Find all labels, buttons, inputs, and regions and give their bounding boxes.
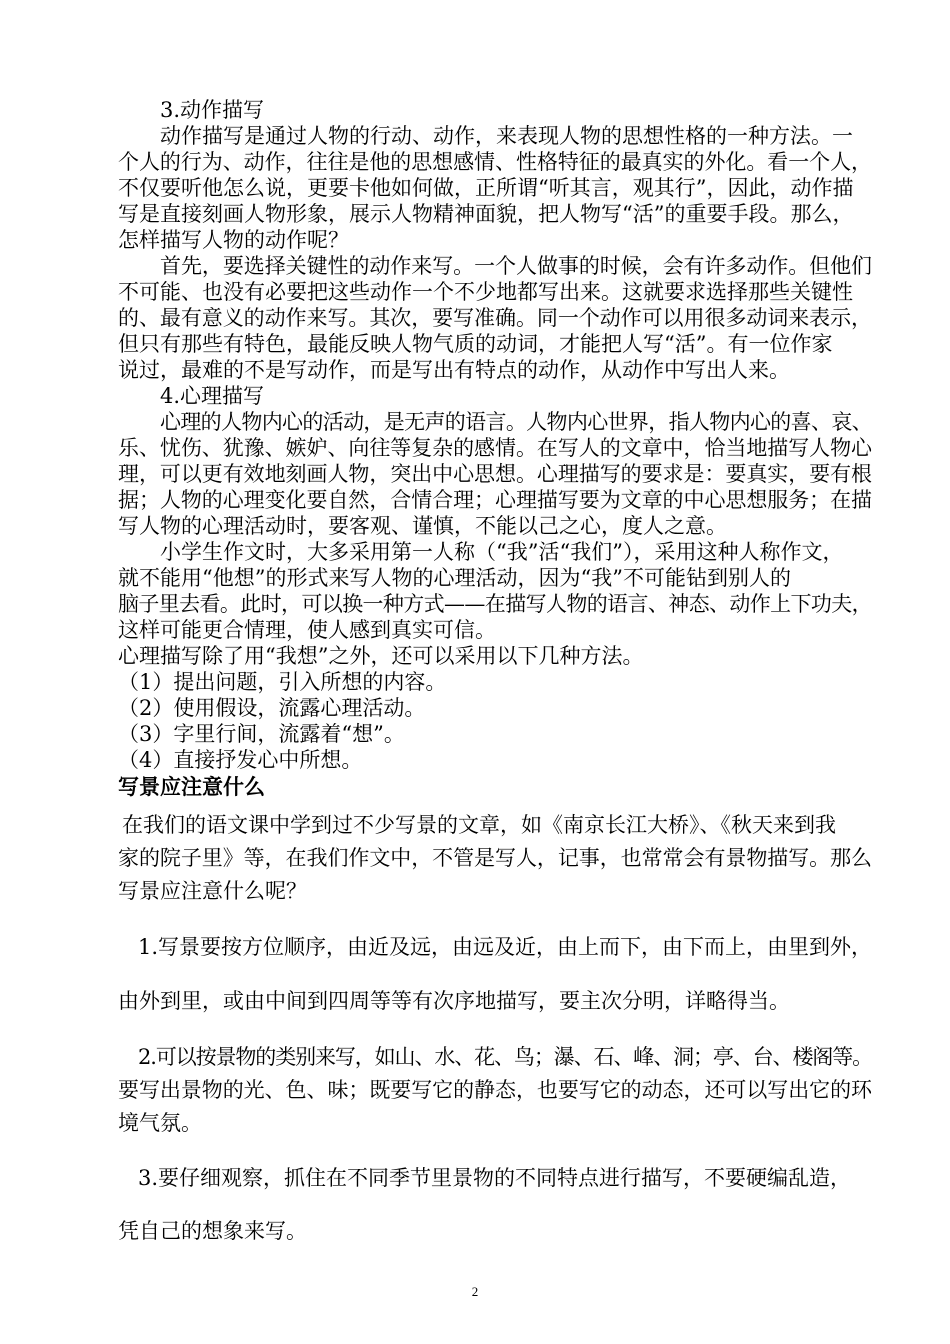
text-line: 个人的行为、动作，往往是他的思想感情、性格特征的最真实的外化。看一个人，	[118, 150, 872, 174]
page-number: 2	[471, 1284, 479, 1299]
text-line: 不仅要听他怎么说，更要卡他如何做，正所谓“听其言，观其行”，因此，动作描	[118, 176, 854, 200]
text-line: 的、最有意义的动作来写。其次，要写准确。同一个动作可以用很多动词来表示，	[118, 306, 872, 330]
point-line: 2.可以按景物的类别来写，如山、水、花、鸟；瀑、石、峰、洞；亭、台、楼阁等。	[138, 1045, 873, 1069]
text-line: 写是直接刻画人物形象，展示人物精神面貌，把人物写“活”的重要手段。那么，	[118, 202, 854, 226]
point-line: 由外到里，或由中间到四周等等有次序地描写，要主次分明，详略得当。	[118, 989, 790, 1013]
point-line: 凭自己的想象来写。	[118, 1219, 307, 1243]
method-item: （4）直接抒发心中所想。	[118, 748, 363, 772]
text-line: 但只有那些有特色，最能反映人物气质的动词，才能把人写“活”。有一位作家	[118, 332, 833, 356]
point-line: 1.写景要按方位顺序，由近及远，由远及近，由上而下，由下而上，由里到外，	[138, 935, 873, 959]
text-line: 心理的人物内心的活动，是无声的语言。人物内心世界，指人物内心的喜、哀、	[160, 410, 872, 434]
text-line: 在我们的语文课中学到过不少写景的文章，如《南京长江大桥》、《秋天来到我	[122, 813, 836, 837]
text-line: 乐、忧伤、犹豫、嫉妒、向往等复杂的感情。在写人的文章中，恰当地描写人物心	[118, 436, 872, 460]
text-line: 家的院子里》等，在我们作文中，不管是写人，记事，也常常会有景物描写。那么	[118, 846, 872, 870]
text-line: 这样可能更合情理，使人感到真实可信。	[118, 618, 496, 642]
text-line: 动作描写是通过人物的行动、动作，来表现人物的思想性格的一种方法。一	[160, 124, 853, 148]
method-item: （1）提出问题，引入所想的内容。	[118, 670, 447, 694]
point-line: 要写出景物的光、色、味；既要写它的静态，也要写它的动态，还可以写出它的环	[118, 1078, 872, 1102]
text-line: 理，可以更有效地刻画人物，突出中心思想。心理描写的要求是：要真实，要有根	[118, 462, 872, 486]
point-line: 境气氛。	[118, 1111, 202, 1135]
text-line: 怎样描写人物的动作呢？	[118, 228, 349, 252]
text-line: 首先，要选择关键性的动作来写。一个人做事的时候，会有许多动作。但他们	[160, 254, 872, 278]
heading-mind: 4.心理描写	[160, 384, 265, 408]
text-line: 就不能用“他想”的形式来写人物的心理活动，因为“我”不可能钻到别人的	[118, 566, 791, 590]
method-item: （3）字里行间，流露着“想”。	[118, 722, 405, 746]
text-line: 据；人物的心理变化要自然，合情合理；心理描写要为文章的中心思想服务；在描	[118, 488, 872, 512]
text-line: 不可能、也没有必要把这些动作一个不少地都写出来。这就要求选择那些关键性	[118, 280, 853, 304]
section-title-scene: 写景应注意什么	[118, 775, 265, 799]
text-line: 写人物的心理活动时，要客观、谨慎，不能以己之心，度人之意。	[118, 514, 727, 538]
text-line: 心理描写除了用“我想”之外，还可以采用以下几种方法。	[118, 644, 644, 668]
text-line: 小学生作文时，大多采用第一人称（“我”活“我们”），采用这种人称作文，	[160, 540, 844, 564]
text-line: 脑子里去看。此时，可以换一种方式——在描写人物的语言、神态、动作上下功夫，	[118, 592, 872, 616]
point-line: 3.要仔细观察，抓住在不同季节里景物的不同特点进行描写，不要硬编乱造，	[138, 1166, 852, 1190]
text-line: 说过，最难的不是写动作，而是写出有特点的动作，从动作中写出人来。	[118, 358, 790, 382]
text-line: 写景应注意什么呢？	[118, 879, 307, 903]
method-item: （2）使用假设，流露心理活动。	[118, 696, 426, 720]
heading-action: 3.动作描写	[160, 98, 265, 122]
